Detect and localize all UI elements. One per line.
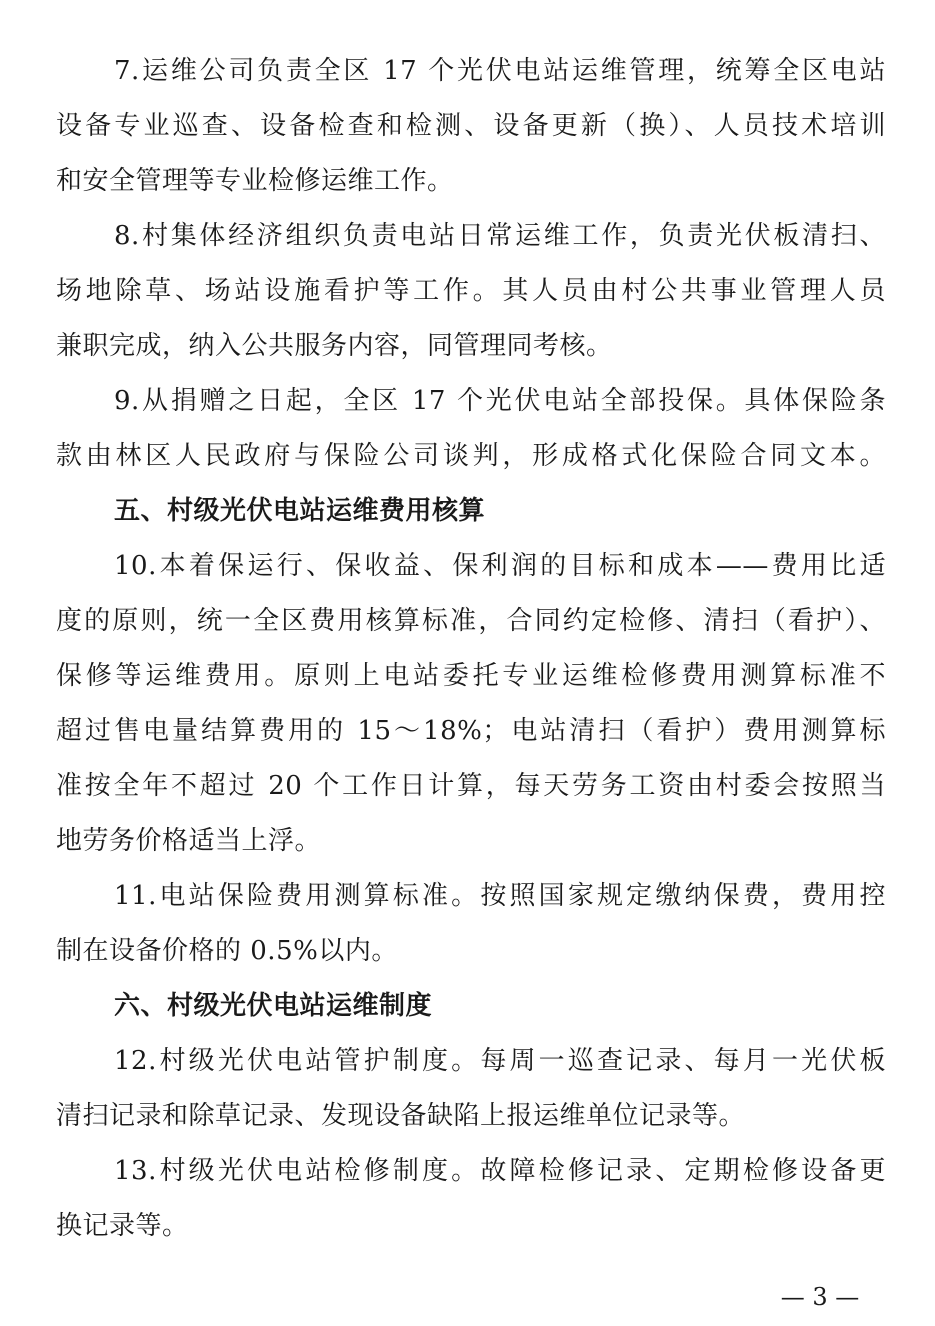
paragraph-line: 制在设备价格的 0.5%以内。 bbox=[56, 936, 398, 966]
paragraph-line: 8.村集体经济组织负责电站日常运维工作，负责光伏板清扫、 bbox=[114, 221, 886, 251]
paragraph-line: 9.从捐赠之日起，全区 17 个光伏电站全部投保。具体保险条 bbox=[114, 386, 886, 416]
paragraph-line: 地劳务价格适当上浮。 bbox=[56, 826, 322, 856]
paragraph-line: 7.运维公司负责全区 17 个光伏电站运维管理，统筹全区电站 bbox=[114, 56, 886, 86]
paragraph-8 bbox=[56, 209, 886, 374]
paragraph-line: 款由林区人民政府与保险公司谈判，形成格式化保险合同文本。 bbox=[56, 441, 886, 471]
paragraph-13 bbox=[56, 1144, 886, 1254]
paragraph-line: 换记录等。 bbox=[56, 1211, 189, 1241]
section-heading-6: 六、村级光伏电站运维制度 bbox=[114, 991, 433, 1021]
paragraph-line: 保修等运维费用。原则上电站委托专业运维检修费用测算标准不 bbox=[56, 661, 886, 691]
paragraph-line: 准按全年不超过 20 个工作日计算，每天劳务工资由村委会按照当 bbox=[56, 771, 886, 801]
paragraph-9 bbox=[56, 374, 886, 484]
paragraph-7 bbox=[56, 44, 886, 209]
paragraph-11 bbox=[56, 869, 886, 979]
paragraph-line: 12.村级光伏电站管护制度。每周一巡查记录、每月一光伏板 bbox=[114, 1046, 886, 1076]
paragraph-line: 兼职完成，纳入公共服务内容，同管理同考核。 bbox=[56, 331, 613, 361]
paragraph-line: 清扫记录和除草记录、发现设备缺陷上报运维单位记录等。 bbox=[56, 1101, 746, 1131]
paragraph-line: 13.村级光伏电站检修制度。故障检修记录、定期检修设备更 bbox=[114, 1156, 886, 1186]
paragraph-line: 10.本着保运行、保收益、保利润的目标和成本——费用比适 bbox=[114, 551, 886, 581]
paragraph-line: 度的原则，统一全区费用核算标准，合同约定检修、清扫（看护）、 bbox=[56, 606, 886, 636]
paragraph-line: 超过售电量结算费用的 15～18%；电站清扫（看护）费用测算标 bbox=[56, 716, 886, 746]
paragraph-line: 设备专业巡查、设备检查和检测、设备更新（换）、人员技术培训 bbox=[56, 111, 886, 141]
section-heading-5: 五、村级光伏电站运维费用核算 bbox=[114, 496, 486, 526]
paragraph-line: 11.电站保险费用测算标准。按照国家规定缴纳保费，费用控 bbox=[114, 881, 886, 911]
paragraph-line: 场地除草、场站设施看护等工作。其人员由村公共事业管理人员 bbox=[56, 276, 886, 306]
document-page bbox=[56, 44, 886, 1254]
page-number: — 3 — bbox=[780, 1283, 860, 1311]
paragraph-line: 和安全管理等专业检修运维工作。 bbox=[56, 166, 454, 196]
paragraph-10 bbox=[56, 539, 886, 869]
paragraph-12 bbox=[56, 1034, 886, 1144]
